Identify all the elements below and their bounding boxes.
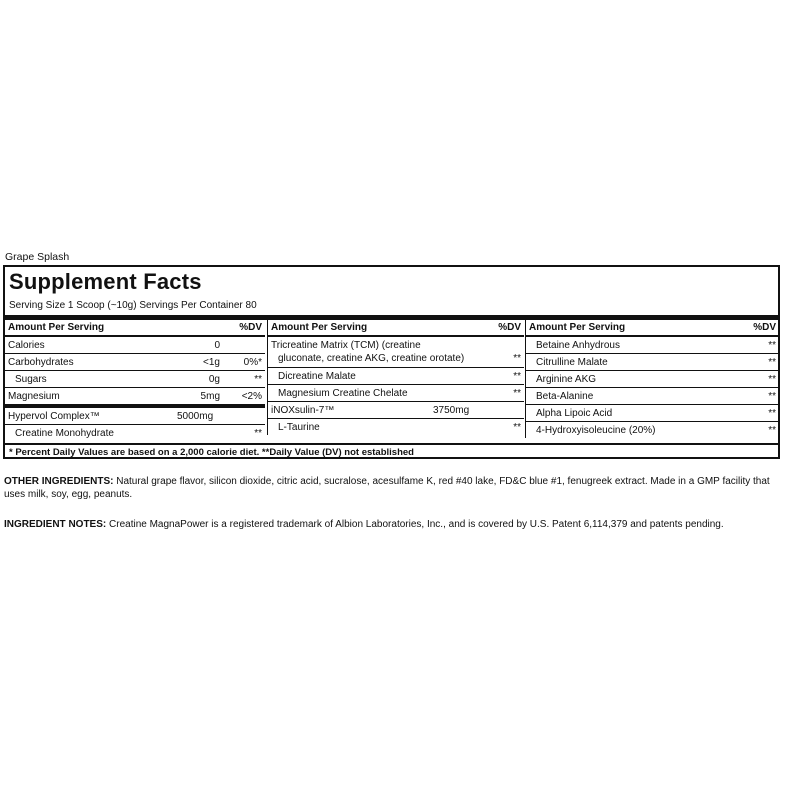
facts-column-2: [267, 320, 524, 435]
dv-header: %DV: [239, 322, 262, 333]
flavor-label: Grape Splash: [5, 251, 70, 263]
amount-header: Amount Per Serving: [529, 322, 626, 333]
supplement-facts-panel: [3, 265, 780, 459]
ingredient-notes-text: Creatine MagnaPower is a registered trademark of Albion Laboratories, Inc., and is covered by U.S. Patent 6,114,379 and patents pending.: [106, 519, 724, 530]
nutrient-row: [5, 354, 265, 371]
nutrient-name: 4-Hydroxyisoleucine (20%): [536, 425, 656, 436]
facts-column-3: [525, 320, 779, 438]
column-header: [5, 320, 265, 337]
nutrient-dv: **: [768, 408, 776, 419]
nutrient-dv: **: [513, 371, 521, 382]
nutrient-row: [268, 402, 524, 419]
nutrient-name: Magnesium Creatine Chelate: [278, 388, 408, 399]
nutrient-dv: <2%: [241, 391, 262, 402]
nutrient-amount: 0g: [208, 374, 220, 385]
nutrient-dv: **: [768, 391, 776, 402]
nutrient-name: Calories: [8, 340, 45, 351]
nutrient-row: [268, 368, 524, 385]
nutrient-row: [268, 385, 524, 402]
nutrient-dv: 0%*: [243, 357, 262, 368]
column-header: [268, 320, 524, 337]
nutrient-row: [526, 388, 779, 405]
other-ingredients: [4, 475, 794, 501]
amount-header: Amount Per Serving: [8, 322, 105, 333]
dv-header: %DV: [753, 322, 776, 333]
nutrient-amount: 5000mg: [177, 411, 214, 422]
nutrient-row: [5, 408, 265, 425]
facts-column-1: [5, 320, 265, 441]
footnote-rule: [5, 443, 778, 445]
other-ingredients-text-continued: uses milk, soy, egg, peanuts.: [4, 489, 133, 500]
nutrient-row: [268, 419, 524, 435]
other-ingredients-label: OTHER INGREDIENTS:: [4, 476, 114, 487]
nutrient-name-continued: gluconate, creatine AKG, creatine orotate): [278, 353, 465, 364]
nutrient-dv: **: [513, 353, 521, 364]
nutrient-name: L-Taurine: [278, 422, 320, 433]
dv-header: %DV: [498, 322, 521, 333]
nutrient-name: Citrulline Malate: [536, 357, 608, 368]
nutrient-row: [526, 354, 779, 371]
nutrient-row: [5, 371, 265, 388]
serving-info: Serving Size 1 Scoop (~10g) Servings Per Container 80: [9, 300, 257, 311]
nutrient-dv: **: [768, 374, 776, 385]
nutrient-amount: 0: [214, 340, 220, 351]
nutrient-name: Alpha Lipoic Acid: [536, 408, 613, 419]
ingredient-notes: [4, 518, 794, 531]
nutrient-row: [5, 388, 265, 408]
ingredient-notes-label: INGREDIENT NOTES:: [4, 519, 107, 530]
nutrient-row: [5, 337, 265, 354]
nutrient-row: [526, 371, 779, 388]
nutrient-row: [268, 337, 524, 368]
amount-header: Amount Per Serving: [271, 322, 368, 333]
nutrient-name: Magnesium: [8, 391, 60, 402]
nutrient-amount: <1g: [203, 357, 220, 368]
nutrient-row: [526, 405, 779, 422]
nutrient-dv: **: [768, 425, 776, 436]
nutrient-row: [526, 337, 779, 354]
panel-title: Supplement Facts: [9, 269, 202, 294]
nutrient-amount: 3750mg: [433, 405, 470, 416]
dv-footnote: * Percent Daily Values are based on a 2,000 calorie diet. **Daily Value (DV) not established: [9, 447, 414, 458]
nutrient-dv: **: [254, 428, 262, 439]
nutrient-dv: **: [768, 357, 776, 368]
nutrient-name: Creatine Monohydrate: [15, 428, 114, 439]
nutrient-name: Carbohydrates: [8, 357, 74, 368]
nutrient-name: Hypervol Complex™: [8, 411, 100, 422]
nutrient-name: Dicreatine Malate: [278, 371, 356, 382]
nutrient-name: Betaine Anhydrous: [536, 340, 620, 351]
nutrient-dv: **: [254, 374, 262, 385]
other-ingredients-text: Natural grape flavor, silicon dioxide, citric acid, sucralose, acesulfame K, red #40 lake, FD&C blue #1, fenugreek extract. Made in a GMP facility that: [113, 476, 770, 487]
nutrient-row: [5, 425, 265, 441]
nutrient-amount: 5mg: [200, 391, 220, 402]
nutrient-name: Arginine AKG: [536, 374, 597, 385]
column-header: [526, 320, 779, 337]
nutrient-name: Beta-Alanine: [536, 391, 594, 402]
nutrient-dv: **: [768, 340, 776, 351]
nutrient-row: [526, 422, 779, 438]
nutrient-name: Sugars: [15, 374, 47, 385]
nutrient-dv: **: [513, 388, 521, 399]
nutrient-dv: **: [513, 422, 521, 433]
nutrient-name: Tricreatine Matrix (TCM) (creatine: [271, 340, 421, 351]
nutrient-name: iNOXsulin-7™: [271, 405, 335, 416]
